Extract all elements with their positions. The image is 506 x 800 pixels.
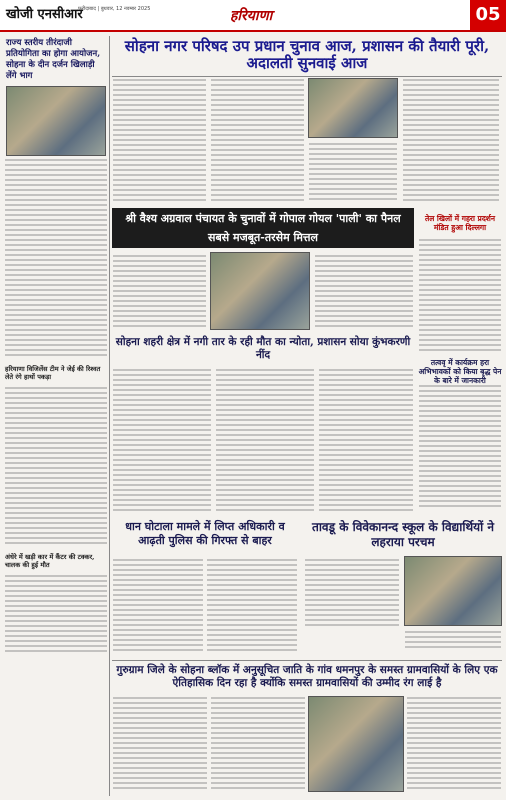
- vigilance-body: [4, 384, 108, 550]
- school-col-2: [404, 628, 502, 658]
- side-col-2: [418, 382, 502, 516]
- village-photo: [308, 696, 404, 792]
- left-headline: राज्य स्तरीय तीरंदाजी प्रतियोगिता का होगा आयोजन, सोहना के दीन दर्जन खिलाड़ी लेंगे भाग: [6, 38, 101, 81]
- vaishya-col-1: [112, 252, 207, 332]
- bottom-col-2: [210, 694, 306, 794]
- lead-headline: सोहना नगर परिषद उप प्रधान चुनाव आज, प्रशासन की तैयारी पूरी, अदालती सुनवाई आज: [112, 36, 502, 77]
- wire-col-2: [215, 366, 315, 516]
- school-photo: [404, 556, 502, 626]
- section-title: हरियाणा: [230, 8, 273, 24]
- brand-logo: खोजी एनसीआर: [6, 7, 83, 22]
- wire-headline: सोहना शहरी क्षेत्र में नगी तार के रही मौत का न्योता, प्रशासन सोया कुंभकरणी नींद: [115, 336, 411, 361]
- left-article-body: [4, 156, 108, 362]
- bottom-headline: गुरुग्राम जिले के सोहना ब्लॉक में अनुसूचित जाति के गांव धमनपुर के समस्त ग्रामवासियों के लिए एक ऐतिहासिक दिन रहा है क्योंकि समस्त ग्रामवासियों की उम्मीद रंग लाई है: [112, 660, 502, 690]
- fraud-col-2: [206, 556, 298, 656]
- lead-col-2: [210, 76, 305, 204]
- left-column: [4, 36, 108, 796]
- lead-col-3: [308, 140, 398, 204]
- bottom-col-3: [406, 694, 502, 794]
- wire-col-3: [318, 366, 414, 516]
- school-headline: तावडू के विवेकानन्द स्कूल के विद्यार्थियों ने लहराया परचम: [311, 520, 495, 549]
- council-photo: [308, 78, 398, 138]
- meeting-photo: [210, 252, 310, 330]
- vaishya-banner: श्री वैश्य अग्रवाल पंचायत के चुनावों में गोपाल गोयल 'पाली' का पैनल सबसे मजबूत-तरसेम मित्तल: [112, 208, 414, 248]
- wire-col-1: [112, 366, 212, 516]
- lead-col-4: [402, 76, 500, 204]
- masthead: [0, 0, 506, 32]
- vigilance-headline: हरियाणा विजिलेंस टीम ने जेई की रिश्वत लेते रंगे हाथों पकड़ा: [5, 365, 101, 381]
- bottom-col-1: [112, 694, 208, 794]
- lead-col-1: [112, 76, 207, 204]
- fraud-col-1: [112, 556, 204, 656]
- fraud-headline: धान घोटाला मामले में लिप्त अधिकारी व आढ़ती पुलिस की गिरफ्त से बाहर: [125, 520, 285, 547]
- side-col-1: [418, 236, 502, 356]
- page-number: 05: [470, 0, 506, 30]
- archery-photo: [6, 86, 106, 156]
- side-headline-1: तेल खिलों में गहरा प्रदर्शन मंडित हुआ दिल्लगा: [424, 214, 496, 232]
- accident-body: [4, 572, 108, 658]
- dateline: फरीदाबाद | बुधवार, 12 नवम्बर 2025: [78, 6, 151, 12]
- main-area: [112, 36, 502, 796]
- school-col-1: [304, 556, 400, 656]
- vaishya-col-2: [314, 252, 414, 332]
- accident-headline: अंधेरे में खड़ी कार में कैंटर की टक्कर, चालक की हुई मौत: [5, 553, 95, 569]
- side-headline-2: तत्ववृ में कार्यक्रम हरा अभिभावकों को किया बृद्ध पेन के बारे में जानकारी: [418, 358, 502, 385]
- column-divider: [109, 36, 110, 796]
